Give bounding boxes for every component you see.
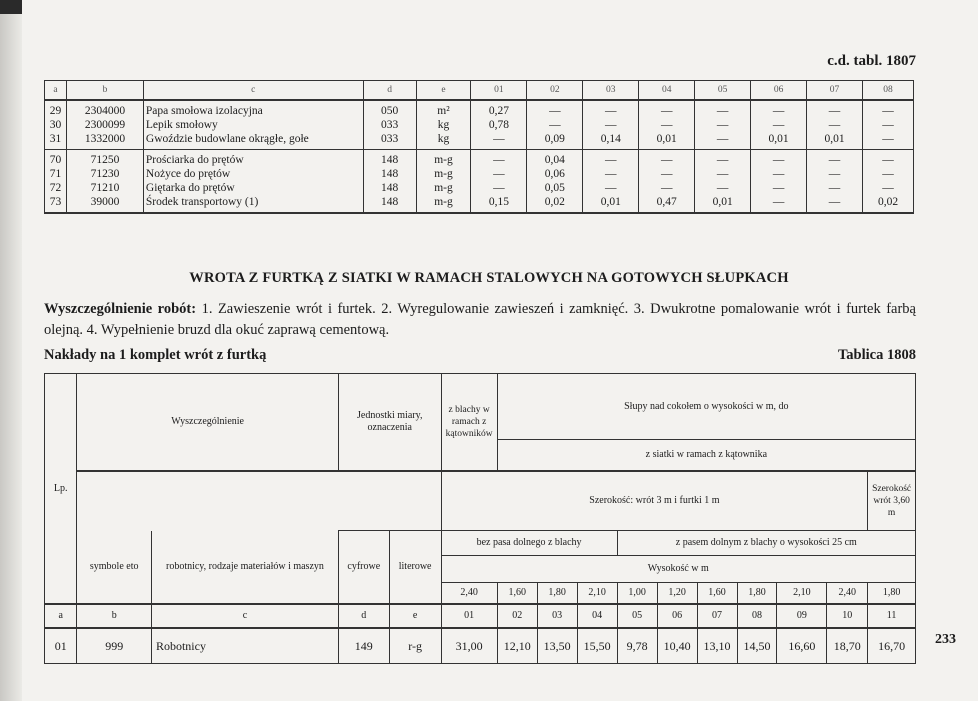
table-cell: 31 [49,133,62,145]
table-cell: — [660,154,673,166]
letter-cell: 10 [827,604,868,628]
letter-cell: 04 [577,604,617,628]
header-jednostki: Jednostki miary, oznaczenia [338,374,441,472]
header-cell: 06 [751,81,807,101]
table-cell: 0,01 [600,196,621,208]
height-cell: 2,10 [577,583,617,605]
table-cell: 72 [49,182,62,194]
works-description [44,299,916,341]
letter-cell: 06 [657,604,697,628]
letter-cell: c [151,604,338,628]
height-cell: 1,00 [617,583,657,605]
header-slupy: Słupy nad cokołem o wysokości w m, do [497,374,915,440]
header-cell: c [143,81,363,101]
data-column [583,150,639,214]
table-cell: — [882,182,894,194]
table-cell: 148 [380,168,399,180]
expenditure-heading: Nakłady na 1 komplet wrót z furtką [44,347,267,363]
header-cell: 04 [639,81,695,101]
table-cell: — [882,133,894,145]
data-cell: 149 [338,628,389,664]
data-cell: 01 [45,628,77,664]
letter-cell: e [389,604,441,628]
table-cell: — [716,182,729,194]
table-cell: 2304000 [84,105,126,117]
data-column [363,150,416,214]
table-cell: 0,04 [544,154,565,166]
header-empty-area [77,471,441,531]
data-row-robotnicy [45,628,916,664]
data-cell: 13,10 [697,628,737,664]
table-1808 [44,373,916,664]
table-cell: kg [437,119,450,131]
table-cell: — [882,154,894,166]
table-cell: 0,05 [544,182,565,194]
table-cell: — [716,168,729,180]
table-cell: 050 [380,105,399,117]
letters-row [45,604,916,628]
table-cell: — [828,168,841,180]
section-title: WROTA Z FURTKĄ Z SIATKI W RAMACH STALOWYCH NA GOTOWYCH SŁUPKACH [189,270,789,286]
robotnicy-header: robotnicy, rodzaje materiałów i maszyn [151,531,338,605]
literowe-header: literowe [389,531,441,605]
table-cell: — [716,154,729,166]
table-cell: 71 [49,168,62,180]
table-cell: 30 [49,119,62,131]
letter-cell: 08 [737,604,777,628]
header-cell: 07 [807,81,863,101]
header-lp: Lp. [45,374,77,605]
letter-cell: 05 [617,604,657,628]
table-cell: — [493,154,505,166]
data-column [527,150,583,214]
header-cell: 05 [695,81,751,101]
data-column [471,100,527,150]
table-cell: Prościarka do prętów [145,154,244,166]
header-cell: b [66,81,143,101]
table-cell: 0,01 [656,133,677,145]
table-cell: 148 [380,154,399,166]
data-cell: 13,50 [537,628,577,664]
table-cell: 0,01 [712,196,733,208]
data-cell: 16,60 [777,628,827,664]
data-block [45,100,914,150]
table-cell: Środek transportowy (1) [145,196,259,208]
data-column [66,150,143,214]
height-cell: 2,40 [827,583,868,605]
header-wysokosc: Wysokość w m [441,556,915,583]
data-cell: Robotnicy [151,628,338,664]
table-cell: 39000 [90,196,120,208]
data-column [45,150,67,214]
page-gutter-shadow [0,0,22,701]
table-cell: m-g [434,154,453,166]
table-cell: 148 [380,196,399,208]
table-cell: — [828,119,841,131]
table-cell: — [605,168,617,180]
data-column [66,100,143,150]
data-column [416,150,471,214]
height-cell: 2,10 [777,583,827,605]
page-number: 233 [935,632,956,647]
header-wyszczegolnienie: Wyszczególnienie [77,374,339,472]
table-cell: m² [437,105,450,117]
data-cell: 31,00 [441,628,497,664]
table-cell: 71210 [90,182,120,194]
letter-cell: 02 [497,604,537,628]
table-cell: 0,01 [824,133,845,145]
header-z-siatki: z siatki w ramach z kątownika [497,440,915,471]
table-cell: Gwoździe budowlane okrągłe, gołe [145,133,309,145]
data-cell: 10,40 [657,628,697,664]
table-number: Tablica 1808 [837,347,916,363]
table-cell: — [716,133,729,145]
data-cell: 18,70 [827,628,868,664]
table-cell: — [660,182,673,194]
data-column [863,100,914,150]
height-cell: 1,80 [737,583,777,605]
data-column [471,150,527,214]
table-cell: 70 [49,154,62,166]
height-cell: 1,60 [497,583,537,605]
table-cell: — [605,182,617,194]
data-column [695,150,751,214]
table-cell: 0,78 [488,119,509,131]
table-cell: — [882,168,894,180]
table-cell: 2300099 [84,119,126,131]
data-cell: 999 [77,628,152,664]
letter-cell: a [45,604,77,628]
table-cell: — [605,105,617,117]
data-column [143,100,363,150]
works-description-text: 1. Zawieszenie wrót i furtek. 2. Wyregulowanie zawieszeń i zamknięć. 3. Dwukrotne pomalowanie wrót i furtek farbą olejną. 4. Wypełnienie bruzd dla okuć zaprawą cementową. [44,301,916,338]
table-cell: — [605,154,617,166]
data-column [639,100,695,150]
data-column [807,100,863,150]
header-cell: 03 [583,81,639,101]
table-cell: 71250 [90,154,120,166]
table-cell: Nożyce do prętów [145,168,231,180]
letter-cell: b [77,604,152,628]
table-cell: — [828,105,841,117]
table-cell: 0,09 [544,133,565,145]
height-cell: 1,20 [657,583,697,605]
symbole-header: symbole eto [77,531,152,605]
table-cell: — [549,105,561,117]
data-column [143,150,363,214]
header-cell: 01 [471,81,527,101]
letter-cell: d [338,604,389,628]
letter-cell: 09 [777,604,827,628]
table-cell: 148 [380,182,399,194]
data-cell: r-g [389,628,441,664]
data-column [639,150,695,214]
table-cell: 73 [49,196,62,208]
table-cell: 0,15 [488,196,509,208]
table-cell: — [605,119,617,131]
table-cell: — [493,168,505,180]
data-cell: 16,70 [868,628,916,664]
header-z-pasem: z pasem dolnym z blachy o wysokości 25 cm [617,531,915,556]
table-cell: 0,47 [656,196,677,208]
table-cell: — [882,105,894,117]
header-szerokosc-360: Szerokość wrót 3,60 m [868,471,916,531]
table-cell: Giętarka do prętów [145,182,235,194]
data-column [751,150,807,214]
data-column [45,100,67,150]
table-cell: 0,02 [877,196,899,208]
data-cell: 12,10 [497,628,537,664]
table-cell: 033 [380,133,399,145]
table-cell: — [716,105,729,117]
data-cell: 15,50 [577,628,617,664]
data-column [751,100,807,150]
data-column [416,100,471,150]
data-cell: 14,50 [737,628,777,664]
data-column [527,100,583,150]
header-cell: e [416,81,471,101]
header-cell: d [363,81,416,101]
data-cell: 9,78 [617,628,657,664]
letter-cell: 11 [868,604,916,628]
data-column [363,100,416,150]
table-cell: — [772,154,785,166]
table-cell: — [716,119,729,131]
header-szerokosc-3m: Szerokość: wrót 3 m i furtki 1 m [441,471,868,531]
table-cell: — [882,119,894,131]
data-column [807,150,863,214]
table-cell: kg [437,133,450,145]
header-cell: a [45,81,67,101]
table-cell: — [493,133,505,145]
table-cell: 29 [49,105,62,117]
letter-cell: 03 [537,604,577,628]
height-cell: 1,80 [537,583,577,605]
table-cell: — [660,119,673,131]
table-cell: Lepik smołowy [145,119,218,131]
table-cell: m-g [434,168,453,180]
header-row [45,81,914,101]
data-column [583,100,639,150]
table-cell: — [493,182,505,194]
table-cell: — [772,168,785,180]
continued-table-1807 [44,80,914,214]
continuation-label: c.d. tabl. 1807 [827,53,916,69]
table-cell: — [772,182,785,194]
scan-corner-mark [0,0,22,14]
table-cell: 0,01 [768,133,789,145]
table-cell: — [772,119,785,131]
table-cell: 0,14 [600,133,621,145]
table-cell: — [660,168,673,180]
table-cell: — [828,182,841,194]
table-cell: — [772,105,785,117]
letter-cell: 07 [697,604,737,628]
table-cell: — [549,119,561,131]
height-cell: 2,40 [441,583,497,605]
header-bez-pasa: bez pasa dolnego z blachy [441,531,617,556]
data-column [863,150,914,214]
table-cell: 0,06 [544,168,565,180]
header-cell: 08 [863,81,914,101]
works-description-lead: Wyszczególnienie robót: [44,301,197,317]
height-cell: 1,60 [697,583,737,605]
table-cell: — [828,196,841,208]
header-cell: 02 [527,81,583,101]
letter-cell: 01 [441,604,497,628]
table-cell: 0,02 [544,196,565,208]
table-cell: 71230 [90,168,120,180]
table-cell: Papa smołowa izolacyjna [145,105,263,117]
table-cell: m-g [434,196,453,208]
table-cell: — [772,196,785,208]
table-cell: — [828,154,841,166]
table-cell: — [660,105,673,117]
height-cell: 1,80 [868,583,916,605]
table-cell: 1332000 [84,133,126,145]
data-block [45,150,914,214]
header-z-blachy: z blachy w ramach z kątowników [441,374,497,472]
table-cell: 0,27 [488,105,509,117]
cyfrowe-header: cyfrowe [338,531,389,605]
table-cell: 033 [380,119,399,131]
table-cell: m-g [434,182,453,194]
data-column [695,100,751,150]
